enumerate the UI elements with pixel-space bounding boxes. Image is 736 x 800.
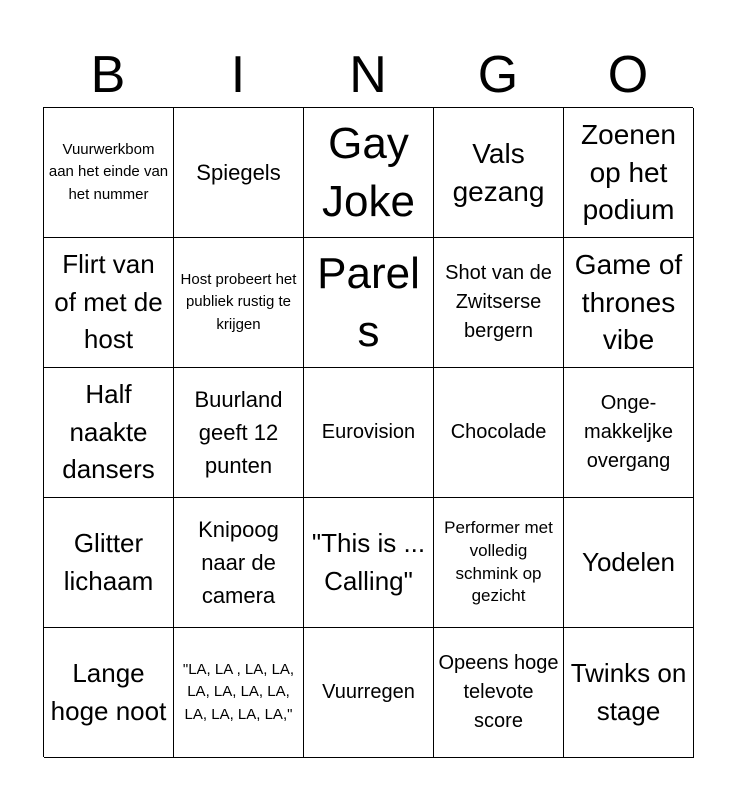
header-letter-g: G: [477, 46, 519, 104]
bingo-cell[interactable]: Host probeert het publiek rustig te krijgen: [174, 238, 304, 368]
bingo-cell[interactable]: "This is ... Calling": [304, 498, 434, 628]
bingo-cell[interactable]: Knipoog naar de camera: [174, 498, 304, 628]
bingo-cell[interactable]: Chocolade: [434, 368, 564, 498]
bingo-cell[interactable]: Parels: [304, 238, 434, 368]
bingo-cell[interactable]: Performer met volledig schmink op gezicht: [434, 498, 564, 628]
bingo-cell[interactable]: Gay Joke: [304, 108, 434, 238]
bingo-cell[interactable]: Vuurwerkbom aan het einde van het nummer: [44, 108, 174, 238]
bingo-cell[interactable]: Zoenen op het podium: [564, 108, 694, 238]
bingo-cell[interactable]: Onge-makkeljke overgang: [564, 368, 694, 498]
bingo-cell[interactable]: Yodelen: [564, 498, 694, 628]
bingo-cell[interactable]: Half naakte dansers: [44, 368, 174, 498]
header-letter-i: I: [230, 46, 246, 104]
bingo-cell[interactable]: Glitter lichaam: [44, 498, 174, 628]
bingo-cell[interactable]: Flirt van of met de host: [44, 238, 174, 368]
bingo-cell[interactable]: Eurovision: [304, 368, 434, 498]
bingo-cell[interactable]: Twinks on stage: [564, 628, 694, 758]
bingo-cell[interactable]: "LA, LA , LA, LA, LA, LA, LA, LA, LA, LA, LA, LA,": [174, 628, 304, 758]
bingo-cell[interactable]: Lange hoge noot: [44, 628, 174, 758]
header-letter-n: N: [349, 46, 387, 104]
bingo-cell[interactable]: Opeens hoge televote score: [434, 628, 564, 758]
bingo-cell[interactable]: Game of thrones vibe: [564, 238, 694, 368]
bingo-cell[interactable]: Spiegels: [174, 108, 304, 238]
bingo-cell[interactable]: Vals gezang: [434, 108, 564, 238]
bingo-header: [43, 42, 693, 108]
bingo-cell[interactable]: Buurland geeft 12 punten: [174, 368, 304, 498]
header-letter-o: O: [607, 46, 649, 104]
bingo-grid: [43, 107, 693, 757]
bingo-cell[interactable]: Shot van de Zwitserse bergern: [434, 238, 564, 368]
header-letter-b: B: [90, 46, 126, 104]
bingo-cell[interactable]: Vuurregen: [304, 628, 434, 758]
